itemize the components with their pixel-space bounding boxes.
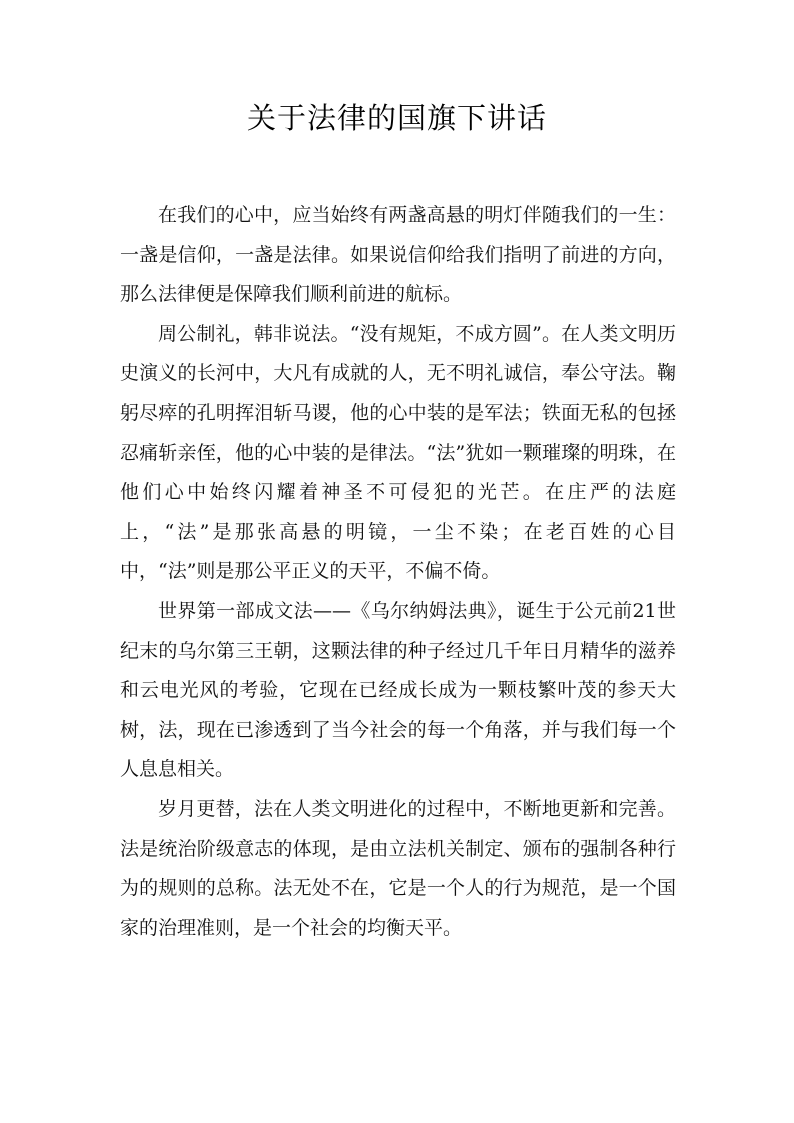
paragraph-1: 在我们的心中，应当始终有两盏高悬的明灯伴随我们的一生：一盏是信仰，一盏是法律。如果说信仰给我们指明了前进的方向，那么法律便是保障我们顺利前进的航标。	[120, 204, 676, 306]
paragraph-2: 周公制礼，韩非说法。“没有规矩，不成方圆”。在人类文明历史演义的长河中，大凡有成就的人，无不明礼诚信，奉公守法。鞠躬尽瘁的孔明挥泪斩马谡，他的心中装的是军法；铁面无私的包拯忍痛斩亲侄，他的心中装的是律法。“法”犹如一颗璀璨的明珠，在他们心中始终闪耀着神圣不可侵犯的光芒。在庄严的法庭上，“法”是那张高悬的明镜，一尘不染；在老百姓的心目中，“法”则是那公平正义的天平，不偏不倚。	[120, 322, 676, 583]
paragraph-4: 岁月更替，法在人类文明进化的过程中，不断地更新和完善。法是统治阶级意志的体现，是由立法机关制定、颁布的强制各种行为的规则的总称。法无处不在，它是一个人的行为规范，是一个国家的治理准则，是一个社会的均衡天平。	[120, 797, 676, 939]
document-title: 关于法律的国旗下讲话	[246, 101, 547, 135]
paragraph-3: 世界第一部成文法——《乌尔纳姆法典》，诞生于公元前21世纪末的乌尔第三王朝，这颗法律的种子经过几千年日月精华的滋养和云电光风的考验，它现在已经成长成为一颗枝繁叶茂的参天大树，法，现在已渗透到了当今社会的每一个角落，并与我们每一个人息息相关。	[120, 599, 676, 781]
document-body	[120, 196, 676, 948]
